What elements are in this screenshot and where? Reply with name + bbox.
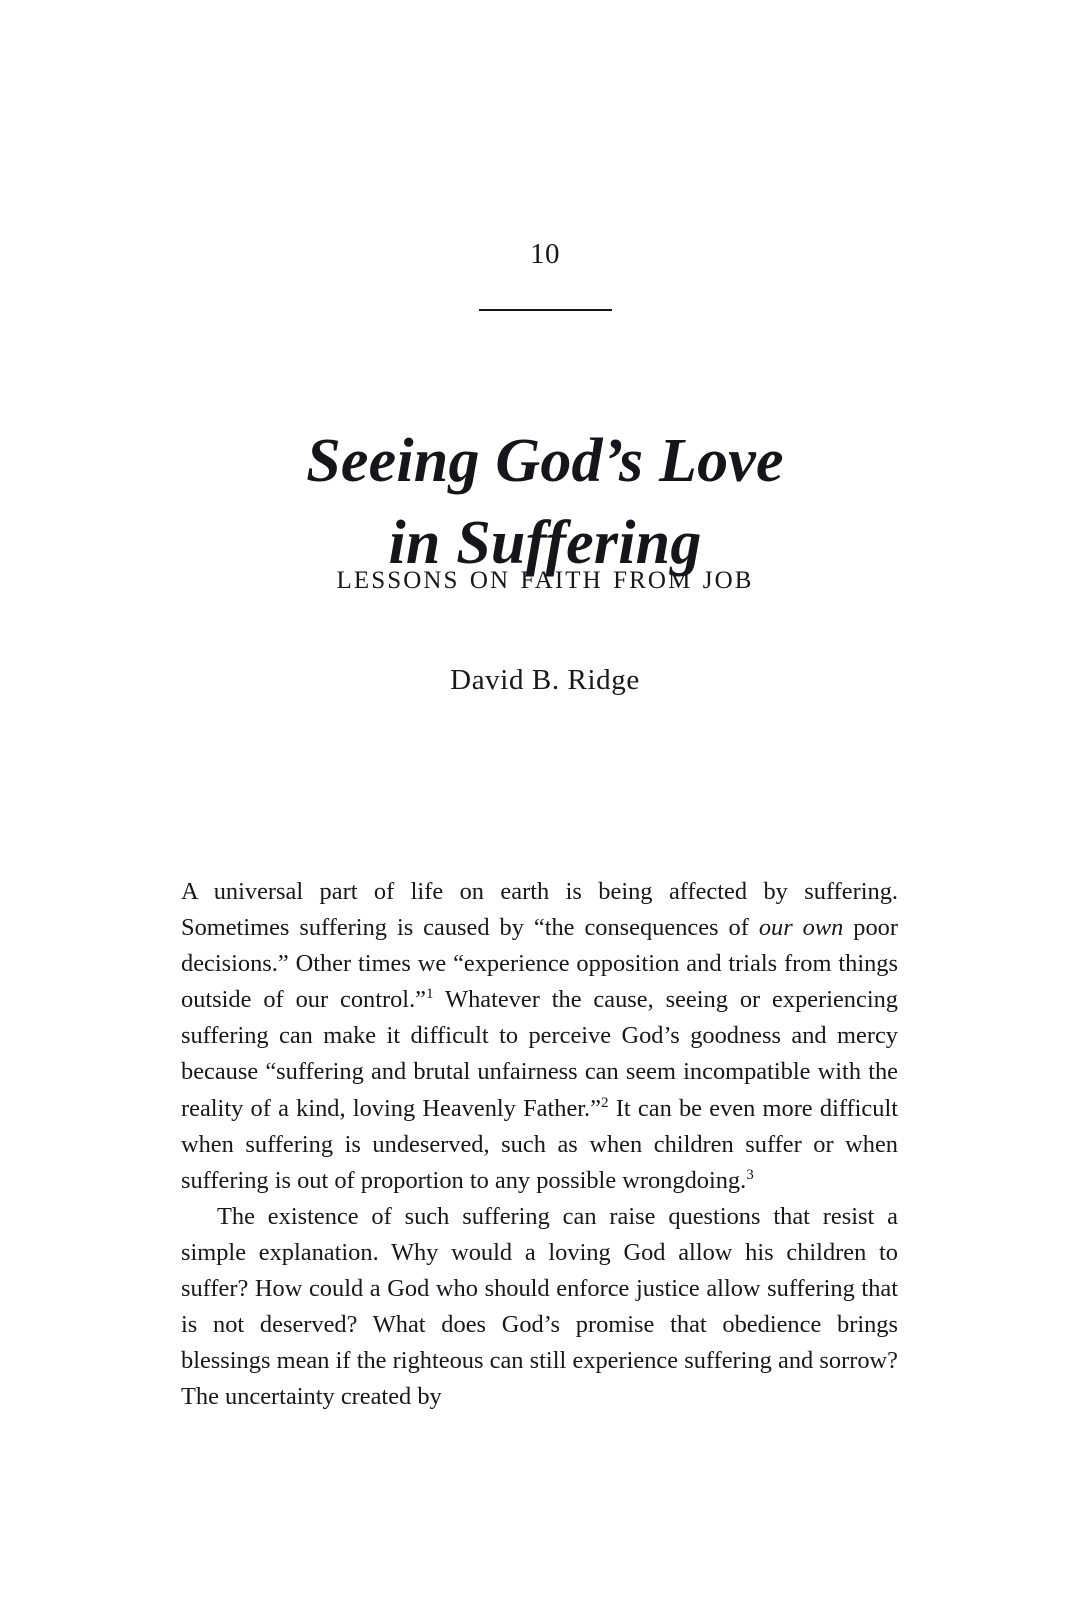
chapter-title-line-1: Seeing God’s Love bbox=[306, 426, 784, 495]
footnote-marker-3[interactable]: 3 bbox=[746, 1166, 754, 1183]
body-text-block bbox=[181, 874, 898, 1415]
footnote-marker-2[interactable]: 2 bbox=[600, 1094, 609, 1111]
chapter-header bbox=[0, 240, 1090, 311]
paragraph-1-segment-1: A universal part of life on earth is being affected by suffering. Sometimes suffering is caused by “the consequences of bbox=[181, 878, 898, 942]
chapter-subtitle: LESSONS ON FAITH FROM JOB bbox=[336, 567, 754, 594]
footnote-marker-1[interactable]: 1 bbox=[426, 986, 434, 1003]
chapter-number: 10 bbox=[530, 238, 560, 270]
paragraph-1-segment-2: poor decisions.” Other times we “experience opposition and trials from things outside of our control.” bbox=[181, 914, 899, 1014]
chapter-title bbox=[0, 420, 1090, 585]
chapter-divider-rule bbox=[479, 309, 612, 311]
paragraph-1-segment-3: Whatever the cause, seeing or experiencing suffering can make it difficult to perceive God’s goodness and mercy because “suffering and brutal unfairness can seem incompatible with the reality of a kind, loving Heavenly Father.” bbox=[181, 986, 898, 1122]
paragraph-1-italic-phrase: our own bbox=[758, 914, 844, 942]
paragraph-1-segment-4: It can be even more difficult when suffering is undeserved, such as when children suffer or when suffering is out of proportion to any possible wrongdoing. bbox=[181, 1094, 898, 1194]
chapter-title-line-2: in Suffering bbox=[388, 508, 702, 577]
paragraph-1 bbox=[181, 874, 898, 1199]
paragraph-2: The existence of such suffering can raise questions that resist a simple explanation. Why would a loving God allow his children to suffer? How could a God who should enforce justice allow suffering that is not deserved? What does God’s promise that obedience brings blessings mean if the righteous can still experience suffering and sorrow? The uncertainty created by bbox=[181, 1202, 898, 1411]
chapter-author: David B. Ridge bbox=[450, 664, 640, 696]
